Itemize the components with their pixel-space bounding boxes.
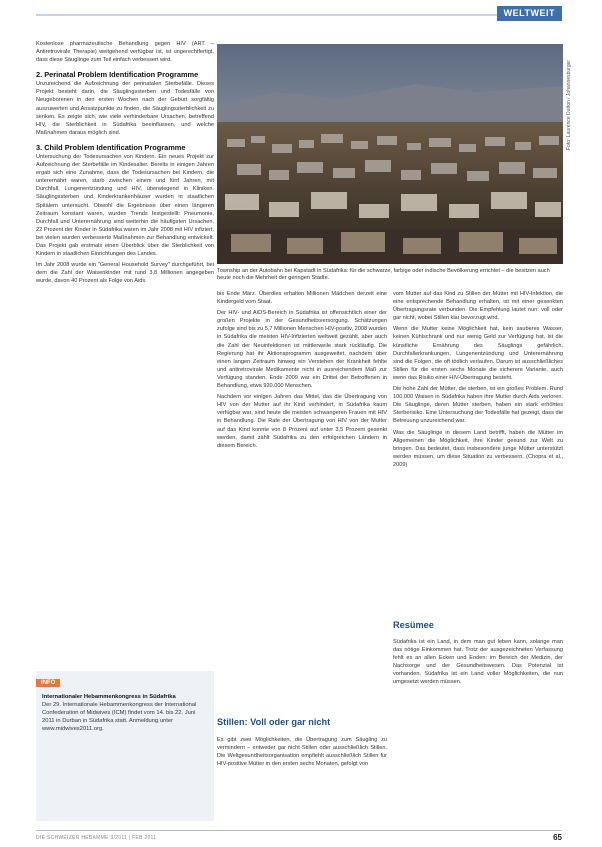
section-label: WELTWEIT — [497, 6, 562, 21]
caption-text: Township an der Autobahn bei Kapstadt in Südafrika: für die schwarze, farbige oder indische Bevölkerung errichtet – die besitzen auch heute noch die Mehrheit der geringen Städte. — [217, 268, 550, 281]
heading-child: 3. Child Problem Identification Programme — [36, 142, 186, 152]
paragraph-child: Untersuchung der Todesursachen von Kindern. Ein neues Projekt zur Aufzeichnung der Sterbefälle im Kindesalter. Bereits in einigen Jahren ergab sich eine Zunahme, dass die Todesursachen bei Kindern, die unterernährt waren, starb zwischen einem und fünf Jahren, mit Durchfall, Lungenentzündung und HIV, überwiegend in Kliniken. Säuglingssterben und Kinderkrankenhäuser wurden in staatlichen Spitälern untersucht. Obwohl die Ergebnisse über einen längeren Zeitraum konstant waren, wurden Trends festgestellt: Pneumonie, Durchfall und Unterernährung sind weiterhin die häufigsten Ursachen. 22 Prozent der Kinder in Südafrika waren im Jahr 2008 mit HIV infiziert, bei vielen wurden verbesserte Maßnahmen zur Behandlung entwickelt. Das Projekt gab erstmals einen Überblick über die Sterblichkeit von Kindern in staatlichen Einrichtungen des Landes. — [36, 153, 214, 258]
left-column — [36, 40, 214, 285]
heading-resumee: Resümee — [393, 620, 434, 630]
township-photo — [217, 44, 563, 264]
photo-credit: Foto: Laurence Dutton / Johannesburger — [566, 59, 572, 150]
info-text: Der 29. Internationale Hebammenkongress der International Confederation of Midwives (ICM) findet vom 14. bis 22. Juni 2011 in Durban in Südafrika statt. Anmeldung unter www.midwives2011.org. — [42, 702, 197, 732]
township-photo-graphic — [217, 44, 563, 264]
mid-paragraph-3: Nachdem vor einigen Jahren das Mittel, das die Übertragung von HIV von der Mutter auf ihr Kind verhindert, in Südafrika kaum verfügbar war, sind heute die meisten schwangeren Frauen mit HIV in Behandlung. Die Rate der Übertragung von HIV von der Mutter auf das Kind konnte von 8 Prozent auf unter 3,5 Prozent gesenkt werden, damit zählt Südafrika zu den erfolgreichen Ländern in diesem Bereich. — [217, 394, 387, 449]
footer-rule — [36, 830, 562, 831]
paragraph-survey: Im Jahr 2008 wurde ein "General Household Survey" durchgeführt, bei dem die Zahl der Waisenkinder mit rund 3,8 Millionen angegeben wurde, davon 40 Prozent als Folge von Aids. — [36, 262, 214, 285]
right-paragraph-4: Was die Säuglinge in diesem Land betrifft, haben die Mütter im Allgemeinen die Möglichkeit, ihre Kinder gesund zur Welt zu bringen. Das bedeutet, dass insbesondere junge Mütter unterstützt werden müssen, um diese Situation zu verbessern. (Chopra et al., 2009) — [393, 429, 563, 468]
mid-paragraph-1: bis Ende März. Überdies erhalten Millionen Mädchen derzeit eine Kindergeld vom Staat. — [217, 291, 387, 306]
middle-column-lower — [217, 736, 387, 768]
right-column — [393, 290, 563, 469]
photo-caption — [217, 268, 563, 282]
right-paragraph-1: vom Mutter auf das Kind zu Stillen der Mütter mit HIV-Infektion, die eine entsprechende Behandlung erhalten, ist mit einer gesenkten Übertragungsrate verbunden. Die Empfehlung lautet nun: voll oder gar nicht, wobei Stillen klar bevorzugt wird. — [393, 291, 563, 322]
paragraph-perinatal: Unzureichend die Aufzeichnung der perinatalen Sterbefälle. Dieses Projekt besteht darin, die Säuglingssterben und Todesfälle von Neugeborenen in den ersten Wochen nach der Geburt sorgfältig auszuwerten und Ansatzpunkte zu finden, die Säuglingssterblichkeit zu senken. Es zeigte sich, wie viele verhinderbare Ursachen, betreffend HIV, die Sterblichkeit in Südafrika beeinflussen, und welche Maßnahmen daraus möglich sind. — [36, 81, 214, 136]
right-column-lower — [393, 638, 563, 687]
mid-paragraph-4: Es gibt zwei Möglichkeiten, die Übertragung zum Säugling zu vermindern – entweder gar nicht Stillen oder ausschließlich Stillen. Die Weltgesundheitsorganisation empfiehlt ausschließlich Stillen für HIV-positive Mütter in den ersten sechs Monaten, gefolgt von — [217, 737, 387, 768]
heading-stillen: Stillen: Voll oder gar nicht — [217, 717, 331, 727]
info-body — [36, 689, 214, 737]
info-tag: INFO — [36, 679, 60, 687]
mid-paragraph-2: Der HIV- und AIDS-Bereich in Südafrika ist offensichtlich einer der großen Projekte in der Gesundheitsversorgung. Schätzungen zufolge sind bis zu 5,7 Millionen Menschen HIV-positiv, 2008 wurden in Südafrika die meisten HIV-Infizierten weltweit gezählt, aber auch die Zahl der Neuinfektionen ist mittlerweile stark rückläufig. Die Regierung hat ihr Aktionsprogramm ausgeweitet, nachdem über einen langen Zeitraum hinweg ein Verstehen der Krankheit fehlte und antiretrovirale Medikamente nicht in ausreichendem Maß zur Verfügung standen. Ende 2009 war ein Drittel der Betroffenen in Behandlung, etwa 920.000 Menschen. — [217, 310, 387, 390]
left-intro: Kostenlose pharmazeutische Behandlung gegen HIV (ART – Antiretrovirale Therapie) weitgehend verfügbar ist, ist ungerechtfertigt, dass diese Säuglinge zum Teil einfach verbessert wird. — [36, 41, 214, 64]
info-box — [36, 671, 214, 821]
heading-perinatal: 2. Perinatal Problem Identification Programme — [36, 70, 199, 80]
right-paragraph-3: Die hohe Zahl der Mütter, die sterben, ist ein großes Problem. Rund 100.000 Waisen in Südafrika haben ihre Mutter durch Aids verloren. Die Säuglinge, deren Mütter sterben, haben ein stark erhöhtes Sterberisiko. Eine Untersuchung der Todesfälle hat gezeigt, dass die Betreuung unzureichend war. — [393, 386, 563, 425]
right-paragraph-5: Südafrika ist ein Land, in dem man gut leben kann, solange man das nötige Einkommen hat. Trotz der ausgezeichneten Verfassung fehlt es an allen Ecken und Enden: im Bereich der Medizin, der Nachsorge und der Gesundheitswesen. Das Potenzial ist vorhanden, Südafrika ist ein Land voller Möglichkeiten, die nun umgesetzt werden müssen. — [393, 639, 563, 686]
page-number: 65 — [553, 833, 562, 842]
middle-column — [217, 290, 387, 450]
footer-info: DIE SCHWEIZER HEBAMME 3/2011 | FEB 2011 — [36, 835, 157, 841]
right-paragraph-2: Wenn die Mutter keine Möglichkeit hat, kein sauberes Wasser, keinen Kühlschrank und nur wenig Geld zur Verfügung hat, ist die künstliche Ernährung des Säuglings gefährlich. Durchfallerkrankungen, Lungenentzündung und Unterernährung sind die Folgen, die oft tödlich verlaufen. Darum ist ausschließliches Stillen für die ersten sechs Monate die sicherere Variante, auch wenn das Risiko einer HIV-Übertragung besteht. — [393, 326, 563, 381]
info-title: Internationaler Hebammenkongress in Südafrika — [42, 694, 176, 700]
header-rule — [36, 14, 562, 16]
